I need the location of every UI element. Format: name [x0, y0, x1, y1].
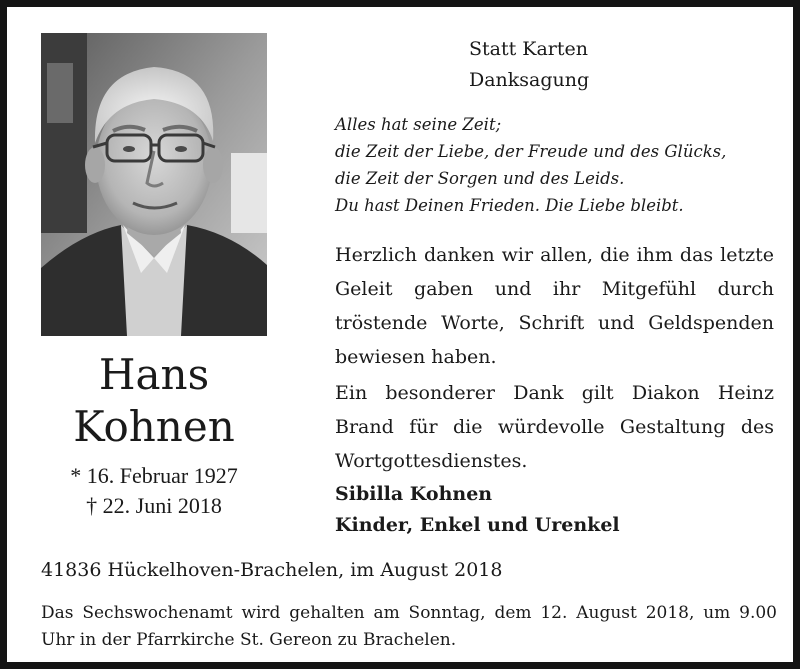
quote-block: [335, 111, 775, 219]
quote-line: die Zeit der Sorgen und des Leids.: [335, 169, 625, 188]
signer-family: Kinder, Enkel und Urenkel: [335, 514, 620, 536]
thanks-text: [335, 238, 774, 478]
thanks-paragraph-2: Ein besonderer Dank gilt Diakon Heinz Brand für die würdevolle Gestaltung des Wortgottesdienstes.: [335, 382, 774, 472]
signers: [335, 479, 775, 541]
header-danksagung: Danksagung: [469, 69, 590, 91]
quote-line: die Zeit der Liebe, der Freude und des Glücks,: [335, 142, 727, 161]
header-statt-karten: Statt Karten: [469, 38, 589, 60]
life-dates: [41, 461, 267, 521]
mass-notice: Das Sechswochenamt wird gehalten am Sonntag, dem 12. August 2018, um 9.00 Uhr in der Pfarrkirche St. Gereon zu Brachelen.: [41, 603, 777, 650]
deceased-last-name: Kohnen: [73, 402, 235, 451]
birth-date: * 16. Februar 1927: [70, 463, 238, 488]
portrait-photo: [41, 33, 267, 336]
thanks-paragraph-1: Herzlich danken wir allen, die ihm das letzte Geleit gaben und ihr Mitgefühl durch tröstende Worte, Schrift und Geldspenden bewiesen haben.: [335, 244, 774, 368]
death-date: † 22. Juni 2018: [86, 493, 222, 518]
card-header: [337, 34, 777, 96]
portrait-image: [41, 33, 267, 336]
quote-line: Alles hat seine Zeit;: [335, 115, 502, 134]
quote-line: Du hast Deinen Frieden. Die Liebe bleibt.: [335, 196, 684, 215]
place-date: 41836 Hückelhoven-Brachelen, im August 2018: [41, 559, 503, 581]
deceased-first-name: Hans: [98, 350, 210, 399]
deceased-name: [41, 349, 267, 453]
signer-name: Sibilla Kohnen: [335, 483, 493, 505]
